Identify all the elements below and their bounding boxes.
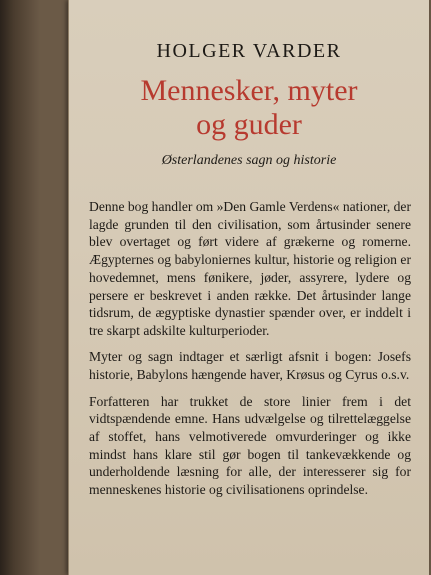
book-title — [69, 74, 429, 142]
book-title-line-2: og guder — [196, 108, 302, 141]
book-title-line-1: Mennesker, myter — [140, 74, 358, 107]
book-back-cover — [68, 0, 429, 575]
blurb-paragraph-3: Forfatteren har trukket de store linier frem i det vidtspændende emne. Hans udvælgelse og tilrettelæggelse af stoffet, hans velmotiverede omvurderinger og ikke mindst hans klare stil gør bogen til tankevækkende og underholdende læsning for alle, der interesserer sig for menneskenes historie og civilisationens oprindelse. — [89, 393, 411, 498]
book-subtitle: Østerlandenes sagn og historie — [161, 153, 337, 168]
blurb-paragraph-2: Myter og sagn indtager et særligt afsnit i bogen: Josefs historie, Babylons hængende haver, Krøsus og Cyrus o.s.v. — [89, 349, 411, 383]
author-name: HOLGER VARDER — [156, 40, 342, 62]
blurb-text — [89, 198, 411, 508]
blurb-paragraph-1: Denne bog handler om »Den Gamle Verdens« nationer, der lagde grunden til den civilisation, som årtusinder senere blev overtaget og ført videre af grækerne og romerne. Ægypternes og babyloniernes kultur, historie og religion er hovedemnet, mens fønikere, jøder, assyrere, lydere og persere er beskrevet i anden række. Det årtusinder lange tidsrum, de ægyptiske dynastier spænder over, er inddelt i tre skarpt adskilte kulturperioder. — [89, 199, 411, 338]
